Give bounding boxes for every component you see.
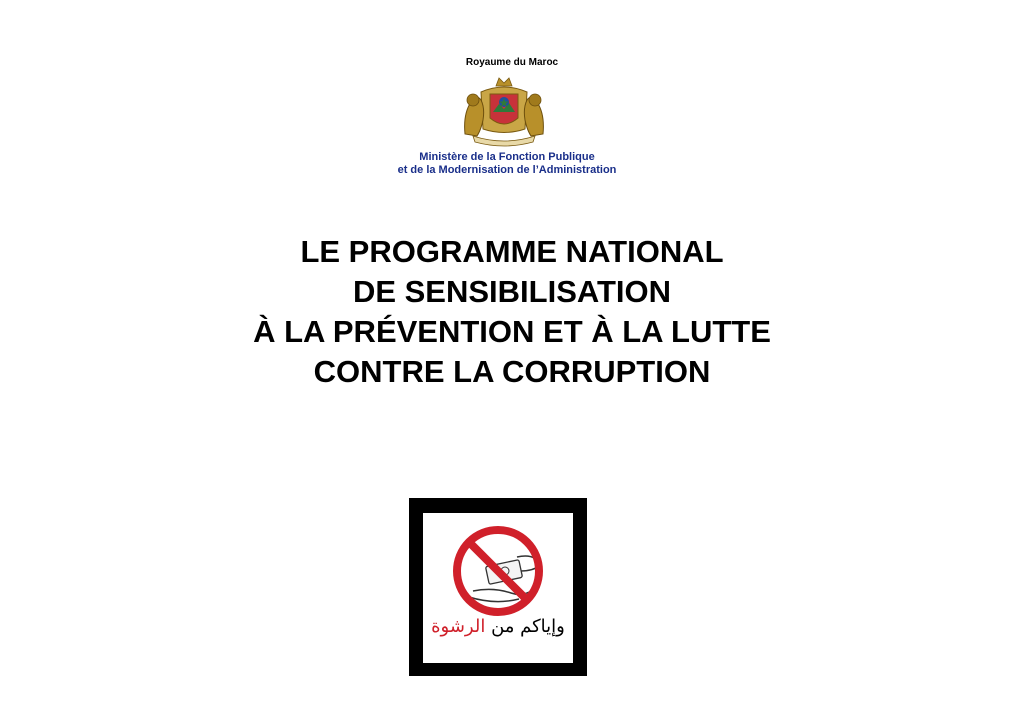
- coat-of-arms-icon: [459, 74, 549, 148]
- title-line-4: CONTRE LA CORRUPTION: [313, 354, 711, 389]
- slogan-part-2: الرشوة: [431, 616, 486, 637]
- no-bribery-icon: [423, 513, 573, 623]
- anti-corruption-poster: [409, 498, 587, 676]
- kingdom-label: Royaume du Maroc: [465, 57, 559, 68]
- title-line-1: LE PROGRAMME NATIONAL: [300, 234, 724, 269]
- ministry-name: [0, 151, 1014, 177]
- title-line-2: DE SENSIBILISATION: [352, 274, 672, 309]
- title-line-3: À LA PRÉVENTION ET À LA LUTTE: [253, 314, 771, 349]
- page-title: [0, 232, 1024, 392]
- ministry-line-1: Ministère de la Fonction Publique: [419, 151, 595, 163]
- slogan-part-1: وإياكم من: [485, 616, 565, 637]
- arabic-slogan: [423, 616, 573, 637]
- ministry-line-2: et de la Modernisation de l’Administration: [397, 164, 617, 176]
- poster-inner: [423, 513, 573, 663]
